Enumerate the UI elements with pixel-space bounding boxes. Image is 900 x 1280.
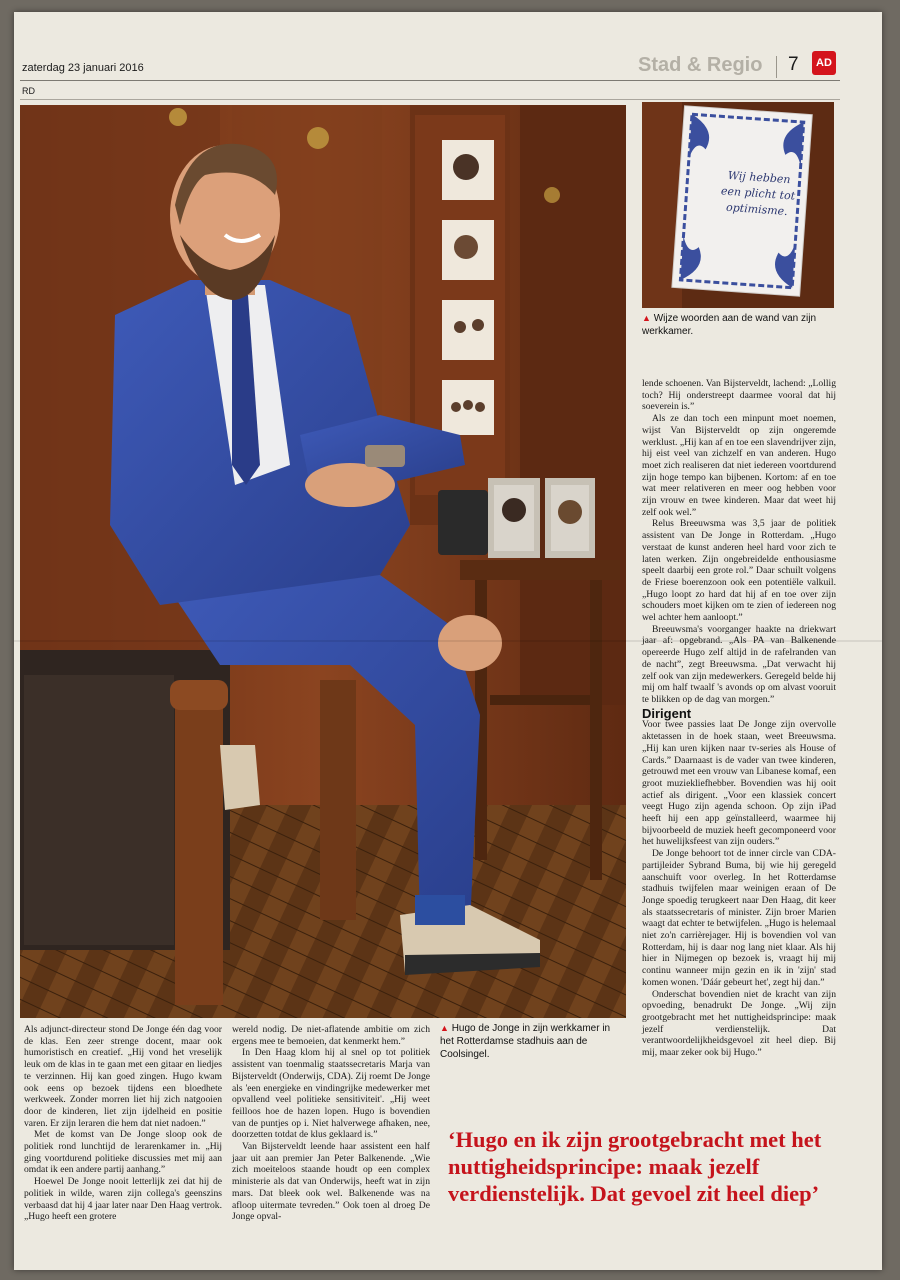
tile-photo <box>642 102 834 308</box>
header-divider <box>776 56 777 78</box>
paragraph: lende schoenen. Van Bijsterveldt, lachend: „Lollig toch? Hij onderstreept daarmee vooral dat hij soeverein is.” <box>642 378 836 413</box>
section-title: Stad & Regio <box>638 54 763 76</box>
page-fold <box>14 640 882 642</box>
paragraph: Onderschat bovendien niet de kracht van zijn opvoeding, benadrukt De Jonge. „Wij zijn grootgebracht met het nuttigheidsprincipe: maak jezelf verdienstelijk. Dat verantwoordelijkheidsgevoel zit heel diep. Bij mij, maar zeker ook bij Hugo.” <box>642 988 836 1059</box>
caption-triangle-icon: ▲ <box>440 1023 449 1033</box>
paragraph: Relus Breeuwsma was 3,5 jaar de politiek assistent van De Jonge in Rotterdam. „Hugo verstaat de kunst anderen heel hard voor zich te laten werken. Zijn ongebreidelde enthousiasme speelt daarbij een grote rol.” Daar schuilt volgens de Friese boerenzoon ook een potentiële valkuil. „Hugo loopt zo hard dat hij af en toe over zijn schouders moet kijken om te zien of iedereen nog wel achter hem aanloopt.” <box>642 518 836 624</box>
ad-logo: AD <box>812 51 836 75</box>
tile-caption-text: Wijze woorden aan de wand van zijn werkkamer. <box>642 313 817 337</box>
paragraph: wereld nodig. De niet-aflatende ambitie om zich ergens mee te bemoeien, dat kenmerkt hem.” <box>232 1024 430 1047</box>
main-photo <box>20 105 626 1018</box>
column-right <box>642 378 836 1059</box>
tile-caption <box>642 312 832 338</box>
paragraph: Hoewel De Jonge nooit letterlijk zei dat hij de politiek in wilde, waren zijn collega's geenszins verbaasd dat hij 4 jaar later naar Den Haag vertrok. „Hugo heeft een grotere <box>24 1176 222 1223</box>
header-rule-lower <box>20 99 840 100</box>
main-photo-illustration <box>20 105 626 1018</box>
tile-line: Wij hebben <box>727 168 791 187</box>
paragraph: In Den Haag klom hij al snel op tot politiek assistent van toenmalig staatssecretaris Marja van Bijsterveldt (Onderwijs, CDA). Zij roemt De Jonge als 'een energieke en vindingrijke medewerker met opvallend veel politieke sensitiviteit'. „Hij weet feilloos hoe de hazen lopen. Hugo is bovendien van de puntjes op i. Niet halverwege afhaken, nee, doorzetten totdat de klus geklaard is.” <box>232 1047 430 1141</box>
subheading: Dirigent <box>642 705 692 721</box>
paragraph: Van Bijsterveldt leende haar assistent een half jaar uit aan premier Jan Peter Balkenende. „Wie zich moeiteloos staande houdt op een complex ministerie als dat van Onderwijs, heeft wat in zijn mars. Dat bleek ook wel. Balkenende was na afloop uitermate tevreden.” Ook toen al droeg De Jonge opval- <box>232 1141 430 1223</box>
edition-code: RD <box>22 86 35 96</box>
paragraph: Als adjunct-directeur stond De Jonge één dag voor de klas. Een zeer strenge docent, maar ook humoristisch en creatief. „Hij vond het vreselijk leuk om de klas in te gaan met een gitaar en liedjes te verzinnen. Hij kan goed zingen. Hugo kwam ook eens op bezoek tijdens een bloedhete werkweek. Zonder morren liet hij zich natgooien door de kinderen, liet zijn ijdelheid en positie varen. Er zijn leraren die hem dat niet nadoen.” <box>24 1024 222 1129</box>
tile-line: een plicht tot <box>720 184 796 203</box>
paragraph: De Jonge behoort tot de inner circle van CDA-partijleider Sybrand Buma, bij wie hij geregeld aanschuift voor overleg. In het Rotterdamse stadhuis twijfelen maar weinigen eraan of De Jonge spoedig terugkeert naar Den Haag, dit keer als staatssecretaris of minister. Zijn broer Marien waagt dat echter te betwijfelen. „Hugo is helemaal niet zo'n carrièrejager. Hij is bovendien vol van Rotterdam, hij is daar nog lang niet klaar. Als hij hier in Nijmegen op bezoek is, vraagt hij mij continu wanneer mijn gezin en ik in 'zijn' stad komen wonen. 'Dáár gebeurt het', zegt hij dan.” <box>642 848 836 988</box>
column-middle <box>232 1024 430 1223</box>
pull-quote: ‘Hugo en ik zijn grootgebracht met het nuttigheidsprincipe: maak jezelf verdienstelijk. Dat gevoel zit heel diep’ <box>448 1127 822 1206</box>
header-rule <box>20 80 840 81</box>
column-left <box>24 1024 222 1223</box>
issue-date: zaterdag 23 januari 2016 <box>22 62 144 74</box>
main-caption-text: Hugo de Jonge in zijn werkkamer in het Rotterdamse stadhuis aan de Coolsingel. <box>440 1023 611 1060</box>
caption-triangle-icon: ▲ <box>642 313 651 323</box>
paragraph: Breeuwsma's voorganger haakte na driekwart jaar af: opgebrand. „Als PA van Balkenende opereerde Hugo zelf altijd in de rafelranden van de nacht”, zegt Breeuwsma. „Dat verwacht hij zelf ook van zijn medewerkers. Geregeld belde hij mij om half twaalf 's avonds op om alvast vooruit te blikken op de dag van morgen.” <box>642 623 836 705</box>
newspaper-page <box>14 12 882 1270</box>
page-number: 7 <box>788 54 799 75</box>
tile-line: optimisme. <box>725 200 789 219</box>
tile-text <box>708 167 807 222</box>
main-photo-caption <box>440 1022 626 1061</box>
paragraph: Voor twee passies laat De Jonge zijn overvolle aktetassen in de hoek staan, weet Breeuwsma. „Hij kan uren kijken naar tv-series als House of Cards.” Daarnaast is de vader van twee kinderen, getrouwd met een vrouw van Libanese komaf, een groot muziekliefhebber. Bovendien was hij ooit actief als dirigent. „Voor een klassiek concert veegt Hugo zijn agenda schoon. Op zijn iPad heeft hij een app geïnstalleerd, waarmee hij bijvoorbeeld de muziek heeft gecomponeerd voor het huwelijksfeest van zijn ouders.” <box>642 719 836 848</box>
paragraph: Met de komst van De Jonge sloop ook de politiek rond lunchtijd de lerarenkamer in. „Hij ging voortdurend politieke discussies met mij aan omdat ik een andere partij aanhang.” <box>24 1129 222 1176</box>
paragraph: Als ze dan toch een minpunt moet noemen, wijst Van Bijsterveldt op zijn ongeremde werklust. „Hij kan af en toe een slavendrijver zijn, hij eist veel van zichzelf en van anderen. Hugo moet zich realiseren dat niet iedereen voortdurend zijn hoge tempo kan bijbenen. Kortom: af en toe wat meer relativeren en meer oog hebben voor zijn vrouw en twee kinderen. Maar dat weet hij zelf ook wel.” <box>642 413 836 518</box>
